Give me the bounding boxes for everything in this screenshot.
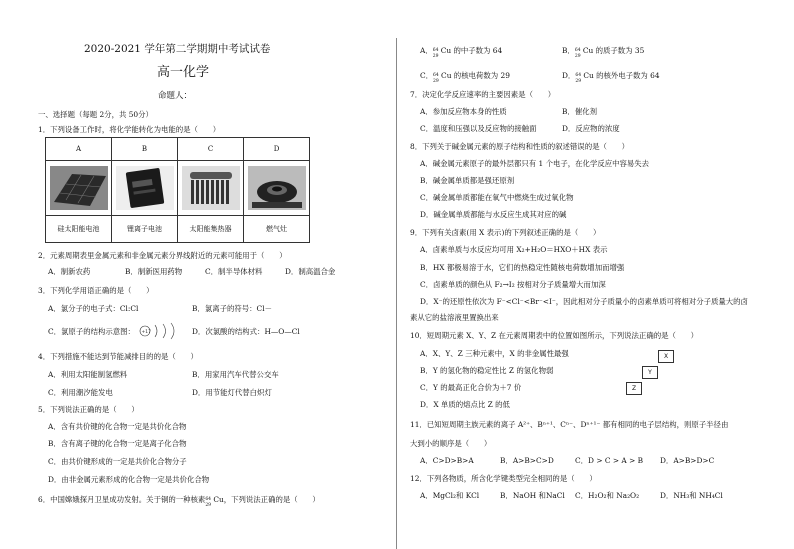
caption-c: 太阳能集热器 <box>178 216 244 243</box>
solar-panel-picture <box>46 161 112 216</box>
table-header-c: C <box>178 138 244 161</box>
q6-b-text: Cu 的质子数为 35 <box>582 46 645 55</box>
periodic-cell-z: Z <box>626 382 642 395</box>
question-5: 5．下列说法正确的是（ ） <box>38 405 139 414</box>
q6-c-label: C． <box>420 71 434 80</box>
caption-d: 燃气灶 <box>244 216 310 243</box>
q6-option-d <box>562 71 660 84</box>
q9-option-c: C．卤素单质的颜色从 F₂→I₂ 按相对分子质量增大而加深 <box>420 280 606 289</box>
mass-number: 64 <box>205 497 212 502</box>
q12-option-a: A．MgCl₂和 KCl <box>420 491 480 500</box>
question-2: 2．元素周期表里金属元素和非金属元素分界线附近的元素可能用于（ ） <box>38 251 287 260</box>
gas-stove-picture <box>244 161 310 216</box>
iso-a-top: 64 <box>432 48 439 53</box>
periodic-cell-x: X <box>658 350 674 363</box>
q1-choice-table <box>45 137 310 243</box>
q6-tail: Cu，下列说法正确的是（ ） <box>213 495 320 504</box>
q4-option-c: C．利用潮汐能发电 <box>48 388 113 397</box>
q4-option-d: D．用节能灯代替白炽灯 <box>192 388 272 397</box>
q9-option-a: A．卤素单质与水反应均可用 X₂+H₂O＝HXO＋HX 表示 <box>420 245 608 254</box>
lithium-battery-picture <box>112 161 178 216</box>
q10-option-c: C．Y 的最高正化合价为＋7 价 <box>420 383 522 392</box>
atom-structure-diagram <box>137 322 187 340</box>
q3-option-a: A．氯分子的电子式：Cl:Cl <box>48 304 139 313</box>
section-heading: 一、选择题（每题 2分，共 50分） <box>38 110 153 119</box>
q9-option-d: D．X⁻的还原性依次为 F⁻<Cl⁻<Br⁻<I⁻，因此相对分子质量小的卤素单质可将相对分子质量大的卤 <box>420 297 748 306</box>
q2-option-d: D．制高温合金 <box>285 267 336 276</box>
q6-option-c <box>420 71 510 84</box>
q3-option-b: B．氯离子的符号：Cl－ <box>192 304 272 313</box>
q11-option-c: C．D > C > A > B <box>575 456 644 465</box>
q6-a-text: Cu 的中子数为 64 <box>440 46 503 55</box>
caption-a: 硅太阳能电池 <box>46 216 112 243</box>
q11-option-a: A．C>D>B>A <box>420 456 474 465</box>
svg-text:+17: +17 <box>141 330 151 335</box>
q12-option-c: C．H₂O₂和 Na₂O₂ <box>575 491 640 500</box>
q5-option-d: D．由非金属元素形成的化合物一定是共价化合物 <box>48 475 210 484</box>
iso-b-top: 64 <box>574 48 581 53</box>
q9-option-d-cont: 素从它的盐溶液里置换出来 <box>410 313 499 322</box>
periodic-cell-y: Y <box>642 366 658 379</box>
q3-option-d: D．次氯酸的结构式：H—O—Cl <box>192 327 300 336</box>
iso-d-bot: 29 <box>575 79 582 84</box>
iso-a-bot: 29 <box>432 54 439 59</box>
question-11: 11．已知短周期主族元素的离子 A²⁺、Bⁿ⁺¹、Cⁿ⁻、Dⁿ⁺¹⁻ 都有相同的电子层结构，则原子半径由 <box>410 420 729 429</box>
q2-option-a: A．制新农药 <box>48 267 91 276</box>
q5-option-a: A．含有共价键的化合物一定是共价化合物 <box>48 422 187 431</box>
question-8: 8．下列关于碱金属元素的原子结构和性质的叙述错误的是（ ） <box>410 142 630 151</box>
question-12: 12．下列各物质，所含化学键类型完全相同的是（ ） <box>410 474 597 483</box>
q11-option-d: D．A>B>D>C <box>660 456 715 465</box>
q8-option-b: B．碱金属单质都是强还原剂 <box>420 176 515 185</box>
q8-option-a: A．碱金属元素原子的最外层都只有 1 个电子，在化学反应中容易失去 <box>420 159 650 168</box>
q4-option-a: A．利用太阳能制氢燃料 <box>48 370 128 379</box>
q6-d-label: D． <box>562 71 576 80</box>
question-4: 4．下列措施不能达到节能减排目的的是（ ） <box>38 352 198 361</box>
question-6 <box>38 495 320 508</box>
exam-subtitle: 高一化学 <box>157 65 210 80</box>
q12-option-b: B．NaOH 和NaCl <box>500 491 565 500</box>
q8-option-c: C．碱金属单质都能在氧气中燃烧生成过氧化物 <box>420 193 574 202</box>
q4-option-b: B．用家用汽车代替公交车 <box>192 370 279 379</box>
question-1: 1．下列设备工作时，将化学能转化为电能的是（ ） <box>38 125 221 134</box>
exam-author: 命题人： <box>158 91 193 101</box>
iso-c-bot: 29 <box>433 79 439 84</box>
question-11-cont: 大到小的顺序是（ ） <box>410 439 492 448</box>
atomic-number: 29 <box>205 503 212 508</box>
q10-option-d: D．X 单质的熔点比 Z 的低 <box>420 400 510 409</box>
q3-option-c: C．氯原子的结构示意图： <box>48 327 135 336</box>
q5-option-b: B．含有离子键的化合物一定是离子化合物 <box>48 439 187 448</box>
q9-option-b: B．HX 都极易溶于水，它们的热稳定性随核电荷数增加而增强 <box>420 263 625 272</box>
solar-water-heater-picture <box>178 161 244 216</box>
column-divider <box>396 38 397 549</box>
q2-option-c: C．制半导体材料 <box>205 267 263 276</box>
q7-option-b: B．催化剂 <box>562 107 597 116</box>
iso-d-top: 64 <box>575 73 582 78</box>
iso-b-bot: 29 <box>574 54 581 59</box>
exam-title: 2020-2021 学年第二学期期中考试试卷 <box>84 43 271 55</box>
question-9: 9．下列有关卤素(用 X 表示)的下列叙述正确的是（ ） <box>410 228 601 237</box>
q10-option-a: A．X、Y、Z 三种元素中，X 的非金属性最强 <box>420 349 569 358</box>
q10-option-b: B．Y 的氢化物的稳定性比 Z 的氢化物弱 <box>420 366 554 375</box>
q6-option-b <box>562 46 645 59</box>
q6-b-label: B． <box>562 46 575 55</box>
q6-text: 6．中国嫦娥探月卫星成功发射。关于铜的一种核素 <box>38 495 206 504</box>
table-header-d: D <box>244 138 310 161</box>
q11-option-b: B．A>B>C>D <box>500 456 554 465</box>
iso-c-top: 64 <box>433 73 439 78</box>
q7-option-d: D．反应物的浓度 <box>562 124 620 133</box>
q6-c-text: Cu 的核电荷数为 29 <box>441 71 510 80</box>
question-10: 10．短周期元素 X、Y、Z 在元素周期表中的位置如图所示，下列说法正确的是（ ） <box>410 331 699 340</box>
q7-option-a: A．参加反应物本身的性质 <box>420 107 507 116</box>
table-header-b: B <box>112 138 178 161</box>
question-7: 7．决定化学反应速率的主要因素是（ ） <box>410 90 556 99</box>
q6-d-text: Cu 的核外电子数为 64 <box>583 71 660 80</box>
question-3: 3．下列化学用语正确的是（ ） <box>38 286 154 295</box>
table-header-a: A <box>46 138 112 161</box>
q12-option-d: D．NH₃和 NH₄Cl <box>660 491 723 500</box>
q6-a-label: A． <box>420 46 433 55</box>
caption-b: 锂离子电池 <box>112 216 178 243</box>
q7-option-c: C．温度和压强以及反应物的接触面 <box>420 124 537 133</box>
q5-option-c: C．由共价键形成的一定是共价化合物分子 <box>48 457 187 466</box>
q6-option-a <box>420 46 503 59</box>
q2-option-b: B．制新医用药物 <box>125 267 183 276</box>
q8-option-d: D．碱金属单质都能与水反应生成其对应的碱 <box>420 210 567 219</box>
